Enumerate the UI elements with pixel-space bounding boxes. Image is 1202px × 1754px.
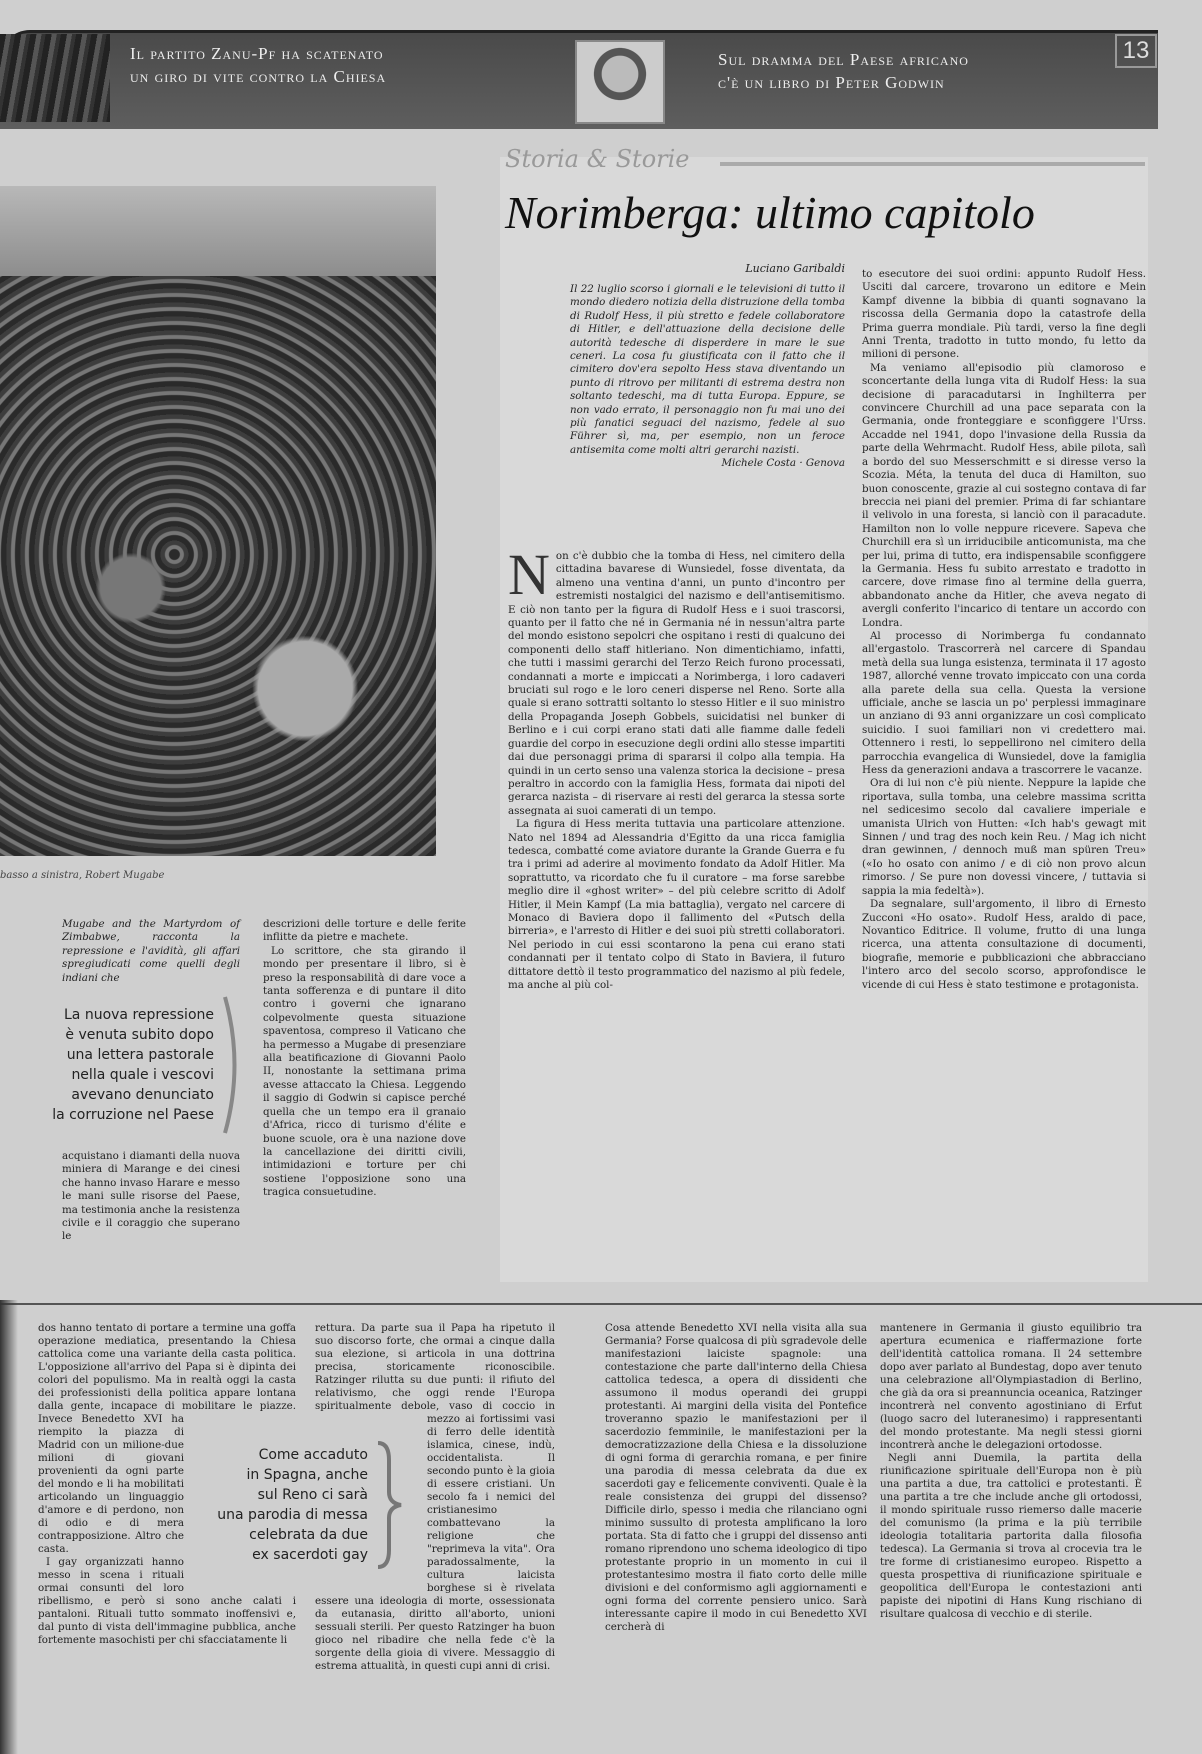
paragraph: acquistano i diamanti della nuova miniera di Marange e dei cinesi che hanno invaso Harare e messo le mani sulle risorse del Paese, ma testimonia anche la resistenza civile e il coraggio che superano le	[62, 1150, 240, 1243]
right-headline-line: c'è un libro di Peter Godwin	[718, 73, 945, 92]
right-headline-line: Sul dramma del Paese africano	[718, 50, 969, 69]
paragraph: Negli anni Duemila, la partita della riunificazione spirituale dell'Europa non è più una partita a due, tra cattolici e protestanti. È una partita a tre che include anche gli ortodossi, il mondo spirituale russo riemerso dalle macerie del comunismo (la prima e la più terribile ideologia totalitaria partorita dalla filosofia tedesca). La Germania si trova al crocevia tra le tre forme di cristianesimo europeo. Rispetto a questa prospettiva di riunificazione spirituale e geopolitica dell'Europa le contestazioni anti papiste dei nipotini di Hans Kung rischiano di risultare qualcosa di vecchio e di sterile.	[880, 1452, 1142, 1620]
paragraph: on c'è dubbio che la tomba di Hess, nel cimitero della cittadina bavarese di Wunsiedel, fosse diventata, da almeno una ventina d'anni, un punto d'incontro per estremisti nostalgici del nazismo e dell'antisemitismo. E ciò non tanto per la figura di Rudolf Hess e i suoi trascorsi, quanto per il fatto che né in Germania né in nessun'altra parte del mondo esistono sepolcri che ospitano i resti di qualcuno dei componenti dello staff hitleriano. Non dimentichiamo, infatti, che tutti i massimi gerarchi del Terzo Reich furono processati, condannati a morte e impiccati a Norimberga, i loro cadaveri bruciati sul rogo e le loro ceneri disperse nel Reno. Sorte alla quale si erano sottratti soltanto lo stesso Hitler e il suo ministro della Propaganda Joseph Gobbels, suicidatisi nel bunker di Berlino e i cui corpi erano stati dati alle fiamme dalle fedeli guardie del corpo in esecuzione degli ordini allo stesse impartiti dai due personaggi prima di spararsi il colpo alla tempia. Ha quindi in un certo senso una valenza storica la decisione – presa peraltro in accordo con la famiglia Hess, formata dai nipoti del gerarca nazista – di riservare ai resti del gerarca la stessa sorte assegnata ai suoi camerati di un tempo.	[508, 550, 845, 817]
pull-quote-left	[14, 1005, 214, 1125]
pull-quote-line: una lettera pastorale	[66, 1047, 214, 1063]
pull-quote-line: La nuova repressione	[64, 1007, 214, 1023]
photo-caption: basso a sinistra, Robert Mugabe	[0, 870, 165, 881]
page-number: 13	[1115, 34, 1157, 68]
bottom-col3	[605, 1322, 867, 1634]
article-col1	[508, 542, 845, 992]
article-col2	[862, 268, 1146, 992]
pull-quote-line: una parodia di messa	[217, 1507, 368, 1523]
paragraph: Da segnalare, sull'argomento, il libro di Ernesto Zucconi «Ho osato». Rudolf Hess, araldo di pace, Novantico Editrice. Il volume, frutto di una lunga ricerca, una attenta consultazione di documenti, biografie, memorie e pubblicazioni che abbracciano l'intero arco del secolo scorso, approfondisce le vicende di cui Hess è stato testimone e protagonista.	[862, 898, 1146, 991]
pull-quote-line: è venuta subito dopo	[65, 1027, 214, 1043]
paragraph: mantenere in Germania il giusto equilibrio tra apertura ecumenica e riaffermazione forte dell'identità cattolica romana. Il 24 settembre dopo aver parlato al Bundestag, dopo aver tenuto una celebrazione all'Olympiastadion di Berlino, che già da ora si preannuncia oceanica, Ratzinger incontrerà nel convento agostiniano di Erfut (luogo sacro del luteranesimo) i rappresentanti del mondo protestante. Ma negli stessi giorni incontrerà anche le delegazioni ortodosse.	[880, 1322, 1142, 1451]
drop-cap: N	[508, 542, 550, 607]
section-rubric: Storia & Storie	[505, 145, 690, 173]
paragraph: descrizioni delle torture e delle ferite inflitte da pietre e machete.	[263, 918, 466, 944]
paragraph: to esecutore dei suoi ordini: appunto Rudolf Hess. Usciti dal carcere, trovarono un editore e Mein Kampf divenne la bibbia di quanti sognavano la riscossa della Germania dopo la catastrofe della Prima guerra mondiale. Più tardi, verso la fine degli Anni Trenta, tradotto in tutto mondo, fu letto da milioni di persone.	[862, 268, 1146, 361]
pull-quote-line: celebrata da due	[249, 1527, 368, 1543]
brace-ornament	[375, 1440, 405, 1570]
author-portrait	[575, 40, 665, 124]
paragraph: La figura di Hess merita tuttavia una particolare attenzione. Nato nel 1894 ad Alessandria d'Egitto da una ricca famiglia tedesca, combatté come aviatore durante la Grande Guerra e fu tra i primi ad aderire al movimento fondato da Adolf Hitler. Ma soprattutto, va ricordato che fu il curatore – ma forse sarebbe meglio dire il «ghost writer» – del più celebre scritto di Adolf Hitler, il Mein Kampf (La mia battaglia), vergato nel carcere di Monaco di Baviera dopo il fallimento del «Putsch della birreria», e l'arresto di Hitler e dei suoi più stretti collaboratori. Nel periodo in cui essi scontarono la pena cui erano stati condannati per il tentato colpo di Stato in Baviera, il futuro dittatore dettò il testo programmatico del nazismo al più fedele, ma anche al più col-	[508, 818, 845, 991]
right-headline	[718, 48, 969, 94]
pull-quote-line: avevano denunciato	[71, 1087, 214, 1103]
paragraph: Cosa attende Benedetto XVI nella visita alla sua Germania? Forse qualcosa di più sgradevole delle manifestazioni laiciste spagnole: una contestazione che parte dall'interno della Chiesa cattolica tedesca, a opera di dissidenti che assumono il modus operandi dei gruppi protestanti. Ai margini della visita del Pontefice troveranno spazio le manifestazioni per il sacerdozio femminile, le manifestazioni per la democratizzazione della Chiesa e la dissoluzione di ogni forma di gerarchia romana, e per finire una parodia di messa celebrata da due ex sacerdoti gay e felicemente conviventi. Quale è la reale consistenza dei gruppi del dissenso? Difficile dirlo, spesso i media che rilanciano ogni minimo sussulto di protesta amplificano la loro portata. Sta di fatto che i gruppi del dissenso anti romano riprendono uno schema ideologico di tipo protestante proprio in un momento in cui il protestantesimo mostra il fiato corto delle mille divisioni e del conformismo agli aggiornamenti e ogni forma del corrente pensiero unico. Sarà interessante capire il modo in cui Benedetto XVI cercherà di	[605, 1322, 867, 1633]
paragraph: dos hanno tentato di portare a termine una goffa operazione mediatica, presentando la Chiesa cattolica come una variante della casta politica. L'opposizione all'arrivo del Papa si è dipinta dei colori del populismo. Ma in realtà oggi la casta dei professionisti della politica appare lontana dalla gente, incapace di mobilitare le piazze. Invece Benedetto XVI ha riempito la piazza di Madrid con un milione-due milioni di giovani provenienti da ogni parte del mondo e li ha mobilitati articolando un linguaggio d'amore e di perdono, non di odio e di mera contrapposizione. Altro che casta.	[38, 1322, 296, 1555]
paragraph: Ora di lui non c'è più niente. Neppure la lapide che riportava, sulla tomba, una celebre massima scritta nel sedicesimo secolo dal cavaliere imperiale e umanista Ulrich von Hutten: «Ich hab's gewagt mit Sinnen / und trag des noch kein Reu. / Mag ich nicht dran gewinnen, / dennoch muß man spüren Treu» («Io ho osato con animo / e di ciò non provo alcun rimorso. / Se pure non dovessi vincere, / tuttavia si sappia la mia fedeltà»).	[862, 777, 1146, 897]
fold-divider	[0, 1303, 1202, 1305]
crowd-photo	[0, 186, 436, 856]
left-headline-line: un giro di vite contro la Chiesa	[130, 67, 387, 86]
paragraph: rettura. Da parte sua il Papa ha ripetuto il suo discorso forte, che ormai a cinque dalla sua elezione, si articola in una dottrina precisa, storicamente riconoscibile. Ratzinger rilutta su due punti: il rifiuto del relativismo, che oggi rende l'Europa spiritualmente debole, vaso di coccio in mezzo ai fortissimi vasi di ferro delle identità islamica, cinese, indù, occidentalista. Il secondo punto è la gioia di essere cristiani. Un secolo fa i nemici del cristianesimo combattevano la religione che "reprimeva la vita". Ora paradossalmente, la cultura laicista borghese si è rivelata essere una ideologia di morte, ossessionata da eutanasia, diritto all'aborto, unioni sessuali sterili. Per questo Ratzinger ha buon gioco nel ribadire che nella fede c'è la sorgente della gioia di vivere. Messaggio di estrema attualità, in questi cupi anni di crisi.	[315, 1322, 555, 1672]
pull-quote-line: ex sacerdoti gay	[252, 1547, 368, 1563]
paragraph: Lo scrittore, che sta girando il mondo per presentare il libro, si è preso la responsabilità di dare voce a tanta sofferenza e di puntare il dito contro i governi che ignarano colpevolmente questa situazione spaventosa, compreso il Vaticano che ha permesso a Mugabe di presenziare alla beatificazione di Giovanni Paolo II, nonostante la settimana prima avesse attaccato la Chiesa. Leggendo il saggio di Godwin si capisce perché quella che un tempo era il granaio d'Africa, ricco di turismo d'élite e buone scuole, ora è una nazione dove la cancellazione dei diritti civili, intimidazioni e torture per chi sostiene l'opposizione sono una tragica consuetudine.	[263, 944, 466, 1199]
article-intro-letter	[570, 283, 845, 471]
pull-quote-line: in Spagna, anche	[246, 1467, 368, 1483]
parenthesis-ornament	[222, 995, 242, 1135]
bottom-col4	[880, 1322, 1142, 1621]
left-article-col1	[62, 918, 240, 985]
pull-quote-line: la corruzione nel Paese	[52, 1107, 214, 1123]
left-article-col1-bottom	[62, 1150, 240, 1244]
paragraph: Al processo di Norimberga fu condannato all'ergastolo. Trascorrerà nel carcere di Spandau metà della sua lunga esistenza, terminata il 17 agosto 1987, allorché venne trovato impiccato con una corda alla parete della sua cella. Questa la versione ufficiale, anche se lascia un po' perplessi immaginare un anziano di 93 anni organizzare un così complicato suicidio. I suoi familiari non vi credettero mai. Ottennero i resti, lo seppellirono nel cimitero della parrocchia evangelica di Wunsiedel, dove la famiglia Hess da generazioni andava a trascorrere le vacanze.	[862, 629, 1146, 777]
page-shadow	[0, 1300, 18, 1754]
pull-quote-line: Come accaduto	[258, 1447, 368, 1463]
paragraph: Ma veniamo all'episodio più clamoroso e sconcertante della lunga vita di Rudolf Hess: la sua decisione di paracadutarsi in Inghilterra per convincere Churchill ad una pace separata con la Germania, onde fronteggiare e sconfiggere l'Urss. Accadde nel 1941, dopo l'invasione della Russia da parte della Wehrmacht. Rudolf Hess, abile pilota, salì a bordo del suo Messerschmitt e si diresse verso la Scozia. Méta, la tenuta del duca di Hamilton, suo buon conoscente, grazie al cui sostegno contava di far breccia nei piani del premier. Prima di far schiantare il velivolo in una foresta, si lanciò con il paracadute. Hamilton non lo volle neppure ricevere. Sapeva che Churchill era sì un irriducibile anticomunista, ma che per lui, prima di tutto, era indispensabile sconfiggere la Germania. Hess fu subito arrestato e tradotto in carcere, dove rimase fino al termine della guerra, abbandonato anche da Hitler, che aveva negato di avergli conferito l'incarico di tentare un accordo con Londra.	[862, 361, 1146, 629]
pull-quote-bottom	[188, 1445, 368, 1565]
paragraph: I gay organizzati hanno messo in scena i rituali ormai consunti del loro ribellismo, e però si sono anche calati i pantaloni. Rituali tutto sommato inoffensivi e, dal punto di vista dell'immagine pubblica, anche fortemente masochisti per chi sfacciatamente li	[38, 1556, 296, 1646]
pull-quote-line: sul Reno ci sarà	[257, 1487, 368, 1503]
left-headline-line: Il partito Zanu-Pf ha scatenato	[130, 44, 384, 63]
article-title: Norimberga: ultimo capitolo	[505, 187, 1035, 238]
article-author: Luciano Garibaldi	[745, 262, 845, 275]
paragraph: Mugabe and the Martyrdom of Zimbabwe, racconta la repressione e l'avidità, gli affari spregiudicati come quelli degli indiani che	[62, 918, 240, 984]
pull-quote-line: nella quale i vescovi	[71, 1067, 214, 1083]
photo-sky	[0, 186, 436, 276]
left-article-col2	[263, 918, 466, 1200]
header-thumbnail-photo	[0, 34, 110, 122]
left-headline	[130, 42, 386, 88]
intro-signature: Michele Costa · Genova	[721, 457, 845, 470]
rubric-rule	[720, 162, 1145, 166]
intro-text: Il 22 luglio scorso i giornali e le televisioni di tutto il mondo diedero notizia della distruzione della tomba di Rudolf Hess, il più stretto e fedele collaboratore di Hitler, e dell'attuazione della decisione delle autorità tedesche di disperdere in mare le sue ceneri. La cosa fu giustificata con il fatto che il cimitero dov'era sepolto Hess stava diventando un punto di ritrovo per militanti di estrema destra non soltanto tedeschi, ma di tutta Europa. Eppure, se non vado errato, il personaggio non fu mai uno dei più fanatici seguaci del nazismo, fedele al suo Führer sì, ma, per esempio, non un feroce antisemita come molti altri gerarchi nazisti.	[570, 283, 845, 456]
